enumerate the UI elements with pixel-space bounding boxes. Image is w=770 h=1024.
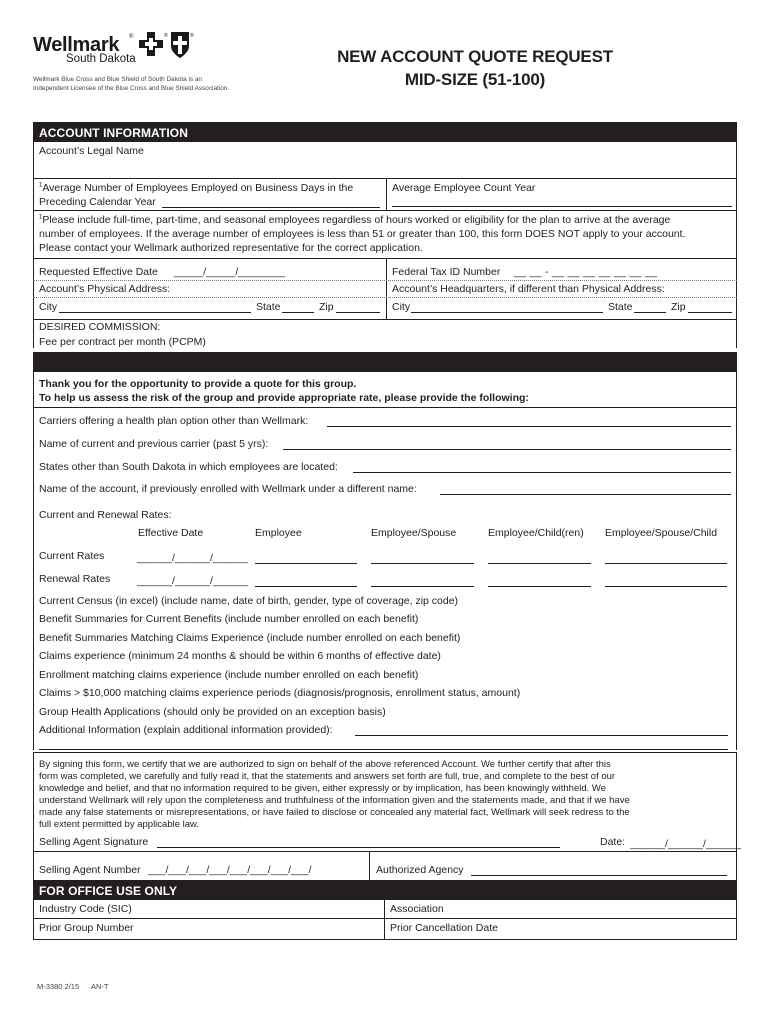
brand-region: South Dakota [66,53,136,65]
avg-employee-count-label[interactable]: Average Employee Count Year [392,182,536,194]
svg-text:®: ® [190,33,194,39]
divider [33,258,737,259]
signature-date-label: Date: [600,836,626,848]
carriers-input-line[interactable] [327,426,731,427]
renewal-rate-employee-input[interactable] [255,586,357,587]
divider [33,210,737,211]
agent-number-label: Selling Agent Number [39,864,141,876]
frame-right [736,142,737,348]
form-number: M-3380 2/15 [37,982,80,991]
checklist-item: Current Census (in excel) (include name, date of birth, gender, type of coverage, zip code) [39,595,459,607]
other-states-label[interactable]: States other than South Dakota in which employees are located: [39,461,338,473]
bcbs-cross-shield-icon [137,30,195,60]
divider [386,178,387,210]
col-employee-children: Employee/Child(ren) [488,527,584,539]
legal-name-label[interactable]: Account’s Legal Name [39,145,144,157]
renewal-rate-family-input[interactable] [605,586,727,587]
thanks-line-1: Thank you for the opportunity to provide a quote for this group. [39,378,357,390]
divider [33,918,737,919]
current-rate-employee-input[interactable] [255,563,357,564]
avg-employees-input-line[interactable] [162,207,380,208]
sic-label: Industry Code (SIC) [39,903,132,915]
footnote-line-3: Please contact your Wellmark authorized representative for the correct application. [39,242,423,254]
renewal-rate-employee-children-input[interactable] [488,586,591,587]
certification-line-5: made any false statements or misrepresentations, or have failed to disclose or concealed any material fact, Wellmark will seek redress to the [39,807,630,818]
checklist-item: Benefit Summaries for Current Benefits (include number enrolled on each benefit) [39,613,419,625]
certification-line-2: form was completed, we carefully and fully read it, that the statements and answers set forth are full, true, and complete to the best of our [39,771,616,782]
hq-zip-input-line[interactable] [688,312,732,313]
federal-tax-id-label[interactable]: Federal Tax ID Number [392,266,501,278]
current-rate-employee-children-input[interactable] [488,563,591,564]
thanks-line-2: To help us assess the risk of the group and provide appropriate rate, please provide the following: [39,392,529,404]
association-label: Association [390,903,444,915]
checklist-item: Claims > $10,000 matching claims experience periods (diagnosis/prognosis, enrollment status, amount) [39,687,521,699]
avg-employees-line-2: Preceding Calendar Year [39,196,156,208]
footnote-text-1: Please include full-time, part-time, and seasonal employees regardless of hours worked or eligibility for the plan to arrive at the average [42,214,671,226]
zip-input-line[interactable] [336,312,380,313]
additional-info-input-line[interactable] [355,735,728,736]
renewal-rates-date-input[interactable]: ______/______/______ [137,575,248,587]
office-use-header: FOR OFFICE USE ONLY [33,880,737,900]
rates-heading: Current and Renewal Rates: [39,509,172,521]
form-subtitle: MID-SIZE (51-100) [404,70,546,89]
avg-employees-label[interactable] [39,182,353,194]
certification-line-1: By signing this form, we certify that we are authorized to sign on behalf of the above referenced Account. We further certify that after this [39,759,611,770]
state-input-line[interactable] [282,312,314,313]
agent-signature-input-line[interactable] [157,847,560,848]
footnote-marker: 1 [39,214,43,221]
carriers-label[interactable]: Carriers offering a health plan option other than Wellmark: [39,415,309,427]
prior-cancellation-label: Prior Cancellation Date [390,922,498,934]
avg-employees-line-1: Average Number of Employees Employed on Business Days in the [42,182,354,194]
checklist-item: Enrollment matching claims experience (include number enrolled on each benefit) [39,669,419,681]
current-rate-family-input[interactable] [605,563,727,564]
renewal-rate-employee-spouse-input[interactable] [371,586,474,587]
agent-number-input[interactable]: ___/___/___/___/___/___/___/___/ [148,864,312,876]
authorized-agency-label[interactable]: Authorized Agency [376,864,464,876]
footnote-line-1 [39,214,670,226]
dotted-divider [33,297,737,298]
hq-zip-label: Zip [671,301,686,313]
physical-address-label[interactable]: Account’s Physical Address: [39,283,171,295]
additional-info-input-line-2[interactable] [39,749,728,750]
prior-group-label: Prior Group Number [39,922,134,934]
city-input-line[interactable] [59,312,251,313]
state-label: State [256,301,281,313]
col-employee-spouse: Employee/Spouse [371,527,457,539]
additional-info-label[interactable]: Additional Information (explain additional information provided): [39,724,333,736]
prior-name-label[interactable]: Name of the account, if previously enrolled with Wellmark under a different name: [39,483,417,495]
desired-commission-label: DESIRED COMMISSION: [39,321,161,333]
form-title: NEW ACCOUNT QUOTE REQUEST [337,47,613,66]
current-rates-label: Current Rates [39,550,105,562]
frame-right [736,372,737,750]
divider [33,407,737,408]
col-effective-date: Effective Date [138,527,204,539]
effective-date-input[interactable]: _____/_____/________ [174,266,285,278]
footnote-line-2: number of employees. If the average number of employees is less than 51 or greater than 100, this form DOES NOT apply to your account. [39,228,686,240]
other-states-input-line[interactable] [353,472,731,473]
frame-left [33,752,34,880]
frame-right [736,900,737,940]
registered-mark: ® [129,34,134,40]
divider [369,851,370,880]
checklist-item: Group Health Applications (should only be provided on an exception basis) [39,706,386,718]
frame-left [33,900,34,940]
prior-name-input-line[interactable] [440,494,731,495]
current-rate-employee-spouse-input[interactable] [371,563,474,564]
svg-text:®: ® [164,33,168,39]
disclaimer-line-2: Independent Licensee of the Blue Cross and Blue Shield Association. [33,84,230,92]
effective-date-label[interactable]: Requested Effective Date [39,266,158,278]
licensee-disclaimer [33,76,253,93]
certification-line-4: understand Wellmark will rely upon the completeness and truthfulness of the information given and the statements made, and that if we have [39,795,630,806]
form-code: AN-T [91,982,109,991]
avg-employee-count-input-line[interactable] [392,206,732,207]
frame-right [736,752,737,880]
divider [33,319,737,320]
federal-tax-id-input[interactable]: __ __ - __ __ __ __ __ __ __ [514,266,658,278]
divider [384,900,385,940]
certification-line-6: full extent permitted by applicable law. [39,819,200,830]
hq-address-label[interactable]: Account’s Headquarters, if different than Physical Address: [392,283,665,295]
certification-line-3: knowledge and belief, and that no information required to be given, either expressly or by implication, has been knowingly withheld. We [39,783,606,794]
fee-pcpm-label[interactable]: Fee per contract per month (PCPM) [39,336,206,348]
current-carrier-input-line[interactable] [283,449,731,450]
col-employee-spouse-child: Employee/Spouse/Child [605,527,718,539]
zip-label: Zip [319,301,334,313]
disclaimer-line-1: Wellmark Blue Cross and Blue Shield of South Dakota is an [33,76,202,83]
hq-city-label: City [392,301,411,313]
divider [33,752,737,753]
quote-section-header [33,352,737,372]
col-employee: Employee [255,527,302,539]
brand-name: Wellmark [33,34,120,56]
city-label: City [39,301,58,313]
agent-signature-label[interactable]: Selling Agent Signature [39,836,149,848]
current-rates-date-input[interactable]: ______/______/______ [137,552,248,564]
current-carrier-label[interactable]: Name of current and previous carrier (past 5 yrs): [39,438,269,450]
checklist-item: Benefit Summaries Matching Claims Experience (include number enrolled on each benefit) [39,632,461,644]
hq-state-input-line[interactable] [634,312,666,313]
signature-date-input[interactable]: ______/______/______ [630,838,741,850]
hq-city-input-line[interactable] [411,312,603,313]
wellmark-logo [33,28,233,68]
divider [33,178,737,179]
frame-bottom [33,939,737,940]
account-information-header: ACCOUNT INFORMATION [33,122,737,142]
frame-left [33,142,34,348]
footnote-marker: 1 [39,182,43,189]
renewal-rates-label: Renewal Rates [39,573,111,585]
authorized-agency-input-line[interactable] [471,875,727,876]
hq-state-label: State [608,301,633,313]
frame-left [33,372,34,750]
dotted-divider [33,280,737,281]
divider [33,851,737,852]
checklist-item: Claims experience (minimum 24 months & should be within 6 months of effective date) [39,650,441,662]
divider [386,258,387,320]
